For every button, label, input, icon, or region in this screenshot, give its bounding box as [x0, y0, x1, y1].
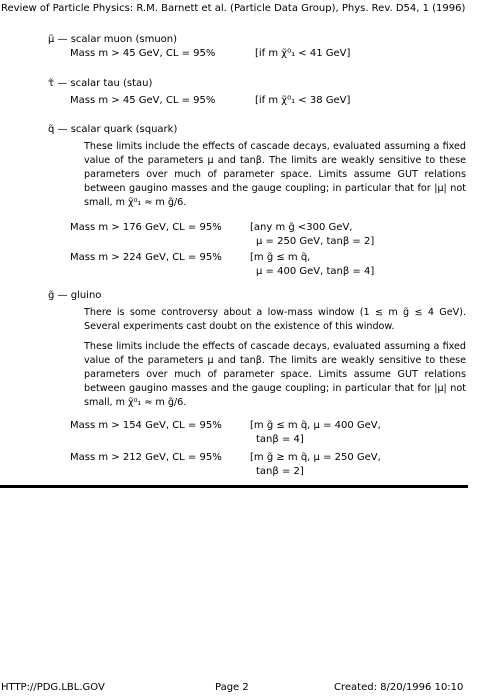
gluino-title: g̃ — gluino: [48, 290, 102, 301]
footer-page-number: Page 2: [215, 682, 249, 693]
footer-url: HTTP://PDG.LBL.GOV: [1, 682, 105, 693]
gluino-note-2: [84, 340, 466, 410]
gluino-note-1: [84, 306, 466, 334]
squark-title: q̃ — scalar quark (squark): [48, 124, 178, 135]
squark-mass-limit-2: Mass m > 224 GeV, CL = 95%: [70, 252, 222, 263]
gluino-condition-1a: [m g̃ ≤ m q̃, μ = 400 GeV,: [250, 420, 381, 431]
stau-mass-limit: Mass m > 45 GeV, CL = 95%: [70, 95, 216, 106]
gluino-condition-2a: [m g̃ ≥ m q̃, μ = 250 GeV,: [250, 452, 381, 463]
gluino-mass-limit-1: Mass m > 154 GeV, CL = 95%: [70, 420, 222, 431]
squark-note-text: These limits include the effects of cascade decays, evaluated assuming a fixed value of the parameters μ and tanβ. The limits are weakly sensitive to these parameters over much of parameter space. Limits assume GUT relations between gaugino masses and the gauge coupling; in particular that for |μ| not small, m χ̃⁰₁ ≈ m g̃/6.: [84, 141, 466, 208]
squark-mass-limit-1: Mass m > 176 GeV, CL = 95%: [70, 222, 222, 233]
stau-condition: [if m χ̃⁰₁ < 38 GeV]: [255, 95, 351, 106]
page-header: Review of Particle Physics: R.M. Barnett et al. (Particle Data Group), Phys. Rev. D54, 1 (1996): [1, 3, 466, 14]
gluino-note-2-text: These limits include the effects of cascade decays, evaluated assuming a fixed value of the parameters μ and tanβ. The limits are weakly sensitive to these parameters over much of parameter space. Limits assume GUT relations between gaugino masses and the gauge coupling; in particular that for |μ| not small, m χ̃⁰₁ ≈ m g̃/6.: [84, 341, 466, 408]
squark-condition-2b: μ = 400 GeV, tanβ = 4]: [256, 266, 375, 277]
squark-note: [84, 140, 466, 210]
squark-condition-1a: [any m g̃ <300 GeV,: [250, 222, 353, 233]
stau-title: τ̃ — scalar tau (stau): [48, 78, 153, 89]
smuon-mass-limit: Mass m > 45 GeV, CL = 95%: [70, 48, 216, 59]
smuon-title: μ̃ — scalar muon (smuon): [48, 34, 178, 45]
squark-condition-1b: μ = 250 GeV, tanβ = 2]: [256, 236, 375, 247]
gluino-condition-1b: tanβ = 4]: [256, 434, 304, 445]
squark-condition-2a: [m g̃ ≤ m q̃,: [250, 252, 311, 263]
gluino-note-1-text: There is some controversy about a low-mass window (1 ≲ m g̃ ≲ 4 GeV). Several experiments cast doubt on the existence of this window.: [84, 307, 466, 332]
gluino-condition-2b: tanβ = 2]: [256, 466, 304, 477]
smuon-condition: [if m χ̃⁰₁ < 41 GeV]: [255, 48, 351, 59]
section-rule: [0, 485, 468, 488]
footer-created: Created: 8/20/1996 10:10: [334, 682, 464, 693]
gluino-mass-limit-2: Mass m > 212 GeV, CL = 95%: [70, 452, 222, 463]
